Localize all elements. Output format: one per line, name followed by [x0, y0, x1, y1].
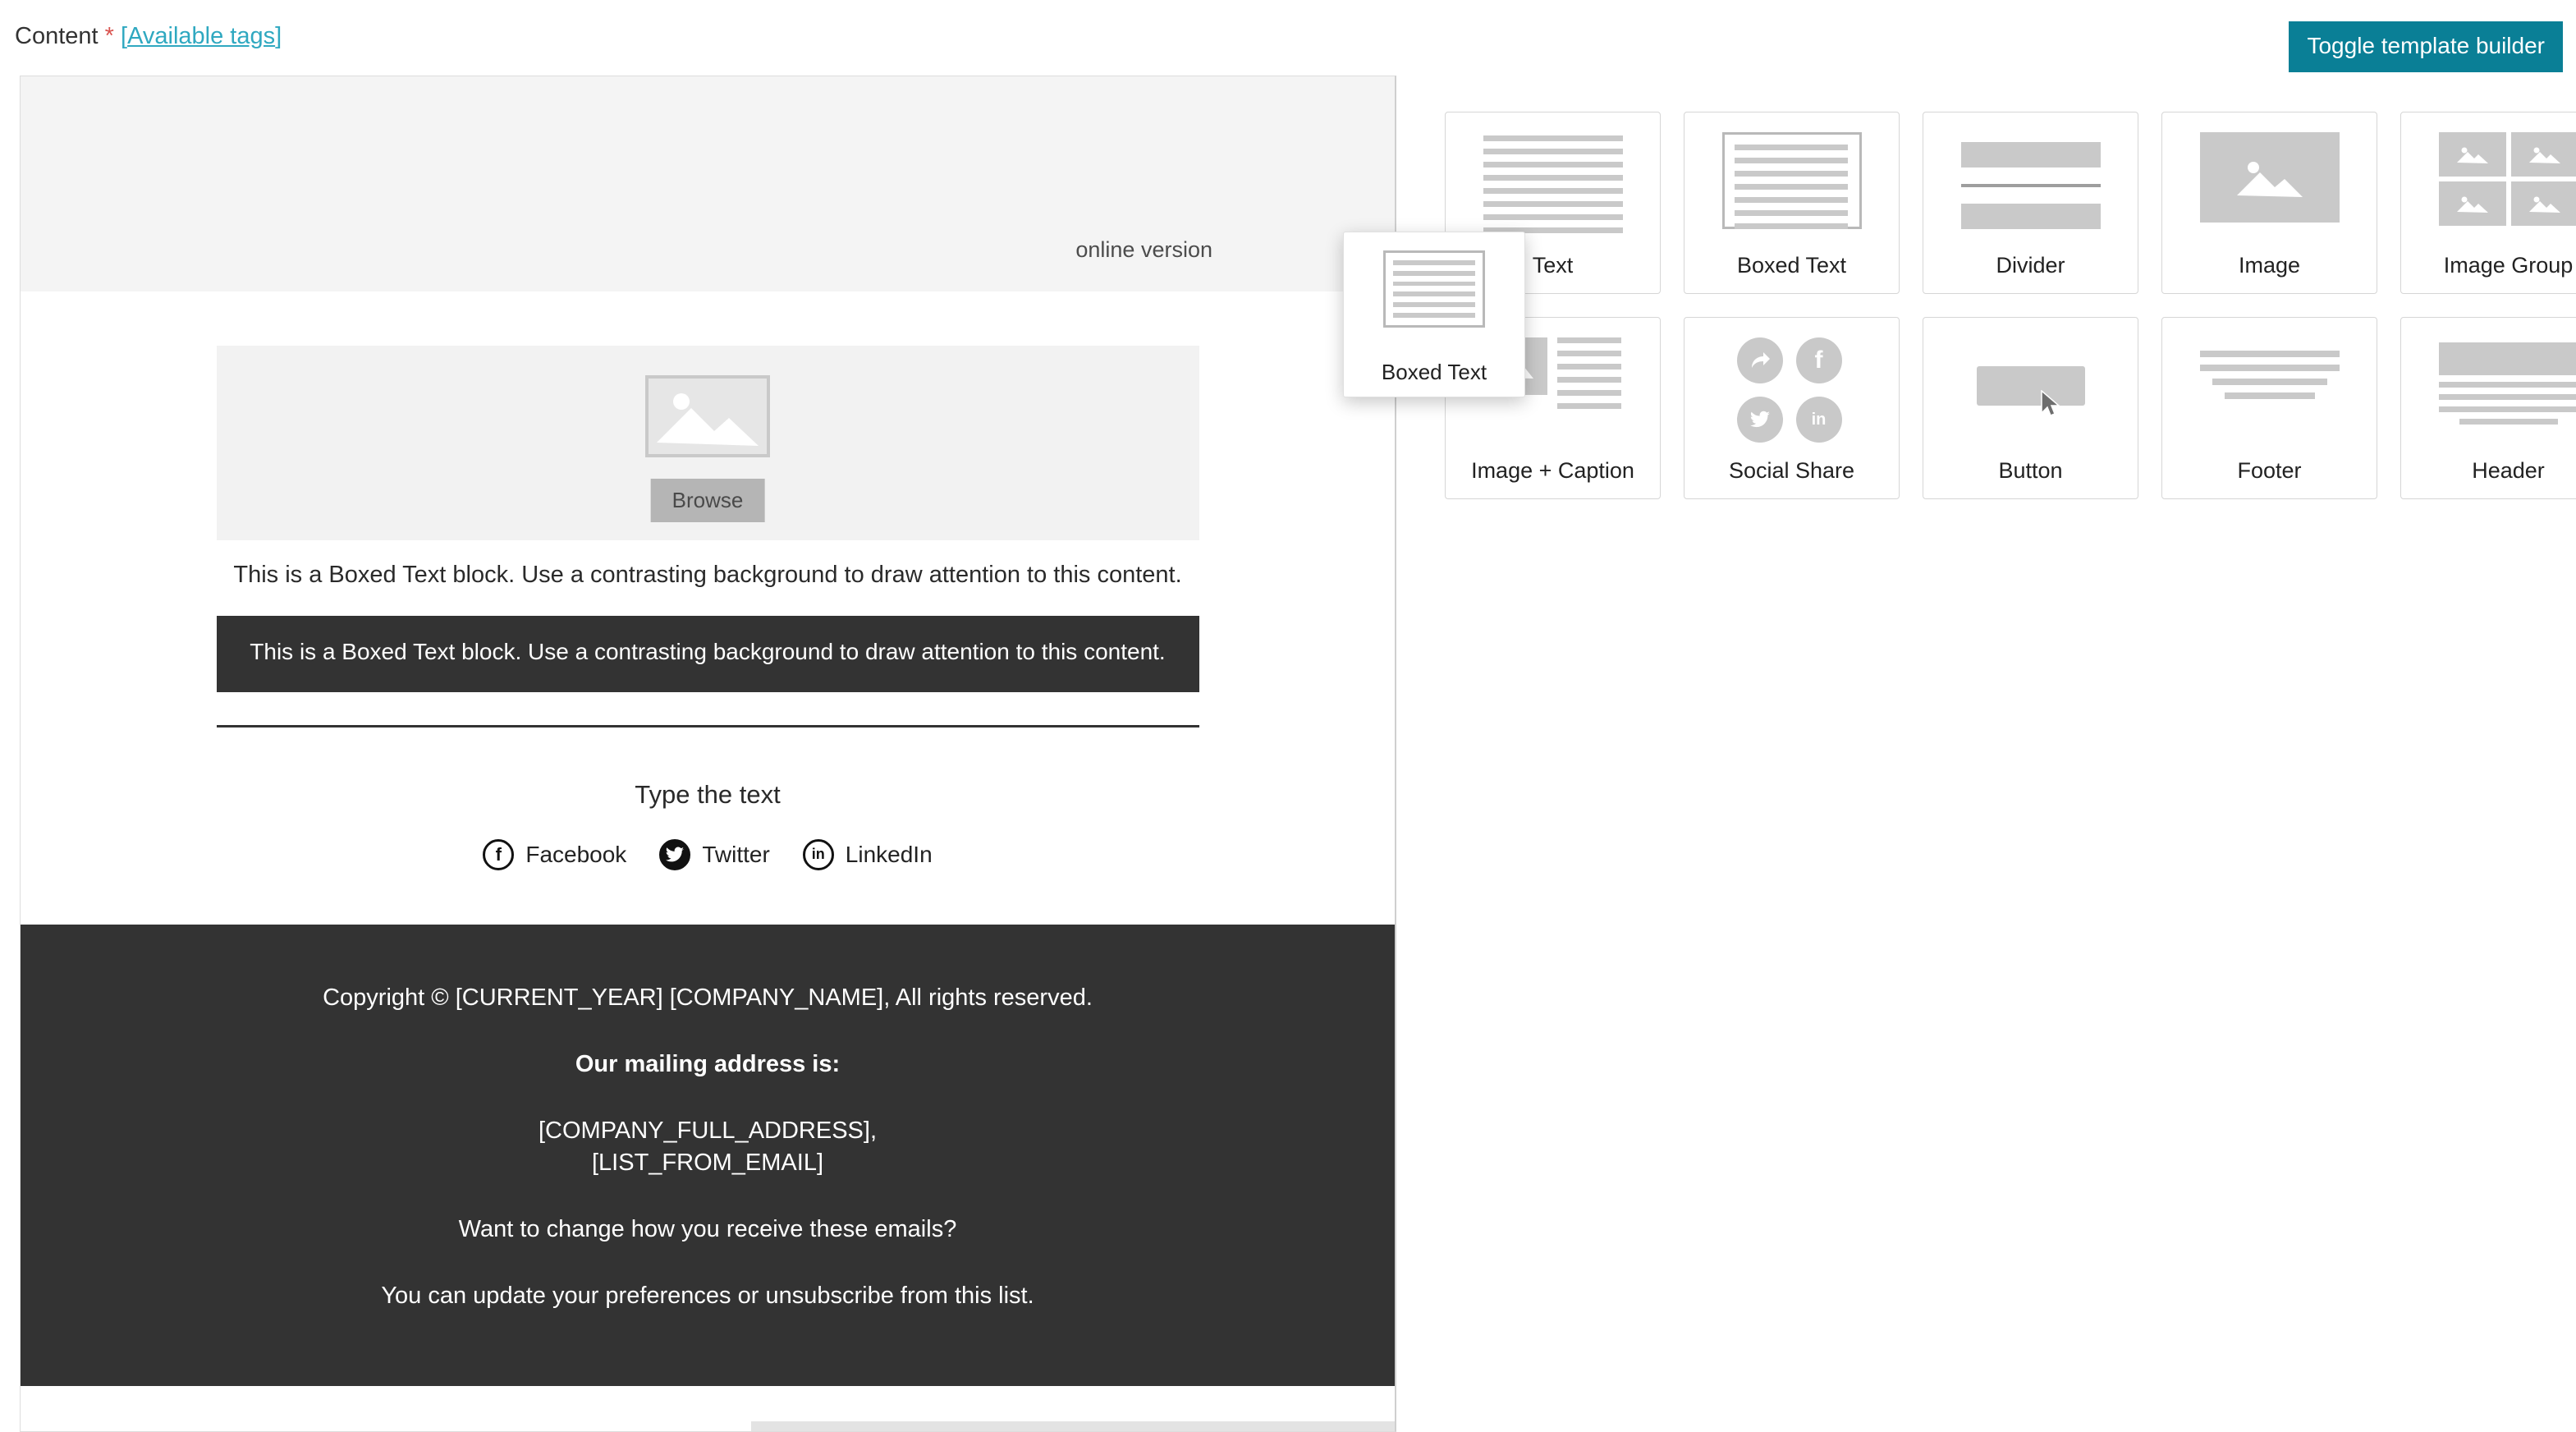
image-block-icon	[2200, 132, 2340, 229]
palette-tile-label: Divider	[1996, 253, 2065, 278]
footer-address-line2: [LIST_FROM_EMAIL]	[591, 1150, 823, 1177]
required-marker: *	[104, 23, 114, 49]
twitter-icon	[659, 839, 690, 870]
share-icon	[1737, 337, 1783, 383]
preheader-block[interactable]	[21, 76, 1395, 291]
footer-address	[21, 1115, 1395, 1179]
palette-tile-image-group[interactable]	[2400, 112, 2576, 294]
footer-mailing-heading: Our mailing address is:	[575, 1050, 841, 1077]
social-share-block-icon	[1722, 337, 1862, 434]
button-block-icon	[1961, 337, 2101, 434]
online-version-link[interactable]: online version	[1075, 237, 1212, 262]
boxed-text-block-icon	[1722, 132, 1862, 229]
social-label-facebook: Facebook	[525, 841, 627, 867]
boxed-text-block-icon	[1383, 250, 1485, 328]
social-item-twitter[interactable]	[659, 839, 769, 870]
image-placeholder-icon	[645, 375, 770, 457]
footer-block[interactable]	[21, 925, 1395, 1387]
email-preview-canvas[interactable]	[20, 76, 1396, 1432]
footer-copyright: Copyright © [CURRENT_YEAR] [COMPANY_NAME], All rights reserved.	[323, 984, 1093, 1011]
social-share-block[interactable]	[217, 839, 1199, 870]
canvas-bottom-strip	[21, 1386, 1395, 1414]
image-group-block-icon	[2439, 132, 2576, 229]
palette-tile-social-share[interactable]	[1684, 317, 1900, 499]
header-block-icon	[2439, 337, 2576, 434]
footer-prefs-action: You can update your preferences or unsubscribe from this list.	[381, 1283, 1034, 1310]
text-block[interactable]: This is a Boxed Text block. Use a contrasting background to draw attention to this content.	[233, 562, 1182, 588]
type-text-placeholder[interactable]: Type the text	[635, 779, 781, 809]
divider-block[interactable]	[217, 725, 1199, 727]
palette-tile-boxed-text[interactable]	[1684, 112, 1900, 294]
palette-tile-label: Image Group	[2443, 253, 2574, 278]
social-item-facebook[interactable]	[483, 839, 626, 870]
footer-prefs-question: Want to change how you receive these emails?	[458, 1216, 957, 1243]
palette-grid	[1445, 112, 2576, 499]
bracket-open: [	[121, 23, 128, 49]
toggle-template-builder-button[interactable]: Toggle template builder	[2289, 21, 2563, 72]
palette-tile-label: Social Share	[1728, 458, 1855, 483]
browse-button[interactable]: Browse	[651, 479, 765, 522]
facebook-icon: f	[483, 839, 514, 870]
palette-tile-button[interactable]	[1923, 317, 2138, 499]
image-block[interactable]	[217, 346, 1199, 540]
palette-tile-label: Image	[2238, 253, 2301, 278]
social-label-twitter: Twitter	[702, 841, 770, 867]
linkedin-icon: in	[1796, 397, 1842, 443]
bracket-close: ]	[275, 23, 282, 49]
footer-address-line1: [COMPANY_FULL_ADDRESS],	[538, 1117, 878, 1144]
social-item-linkedin[interactable]	[803, 839, 933, 870]
palette-tile-label: Header	[2472, 458, 2545, 483]
email-body	[21, 346, 1395, 1414]
canvas-bottom-shadow	[751, 1421, 1396, 1431]
available-tags-link[interactable]: Available tags	[127, 23, 276, 49]
content-label-text: Content	[15, 23, 99, 49]
palette-tile-label: Footer	[2237, 458, 2302, 483]
palette-tile-footer[interactable]	[2161, 317, 2377, 499]
drag-ghost-label: Boxed Text	[1381, 360, 1487, 384]
palette-tile-label: Boxed Text	[1736, 253, 1847, 278]
content-field-label	[15, 23, 282, 50]
facebook-icon: f	[1796, 337, 1842, 383]
palette-tile-divider[interactable]	[1923, 112, 2138, 294]
top-bar	[0, 0, 2576, 79]
palette-tile-image[interactable]	[2161, 112, 2377, 294]
palette-tile-label: Text	[1532, 253, 1574, 278]
drag-ghost-boxed-text[interactable]	[1343, 232, 1525, 397]
twitter-icon	[1737, 397, 1783, 443]
template-builder-palette	[1400, 76, 2574, 1432]
boxed-text-block[interactable]: This is a Boxed Text block. Use a contrasting background to draw attention to this content.	[217, 616, 1199, 691]
social-label-linkedin: LinkedIn	[845, 841, 933, 867]
footer-block-icon	[2200, 337, 2340, 434]
linkedin-icon: in	[803, 839, 834, 870]
palette-tile-label: Image + Caption	[1471, 458, 1634, 483]
palette-tile-header[interactable]	[2400, 317, 2576, 499]
divider-block-icon	[1961, 132, 2101, 229]
text-block-icon	[1483, 132, 1623, 229]
palette-tile-label: Button	[1998, 458, 2063, 483]
